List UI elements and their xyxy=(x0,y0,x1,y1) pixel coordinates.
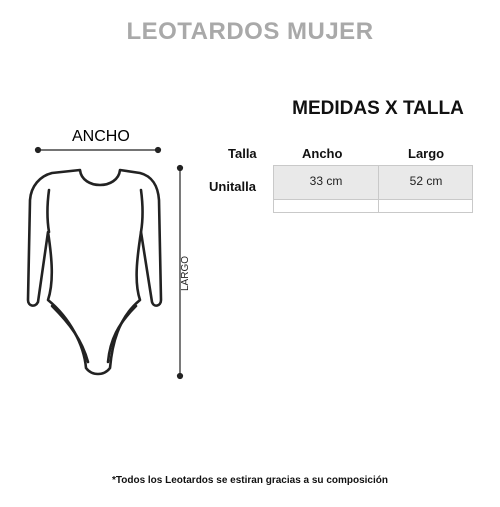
largo-label: LARGO xyxy=(180,255,192,292)
footnote: *Todos los Leotardos se estiran gracias a su composición xyxy=(111,475,388,486)
leotard-outline xyxy=(28,170,161,374)
header-largo: Largo xyxy=(408,146,445,161)
leotard-diagram xyxy=(0,0,260,420)
table-divider xyxy=(378,166,379,212)
page-title: LEOTARDOS MUJER xyxy=(126,18,374,45)
size-table xyxy=(273,165,473,213)
row-size-unitalla: Unitalla xyxy=(209,179,256,194)
cell-largo: 52 cm xyxy=(409,174,443,188)
cell-ancho: 33 cm xyxy=(309,174,343,188)
size-table-title: MEDIDAS X TALLA xyxy=(292,98,464,119)
header-talla: Talla xyxy=(228,146,257,161)
header-ancho: Ancho xyxy=(302,146,343,161)
ancho-label: ANCHO xyxy=(72,128,130,145)
width-measure-line xyxy=(36,148,161,153)
